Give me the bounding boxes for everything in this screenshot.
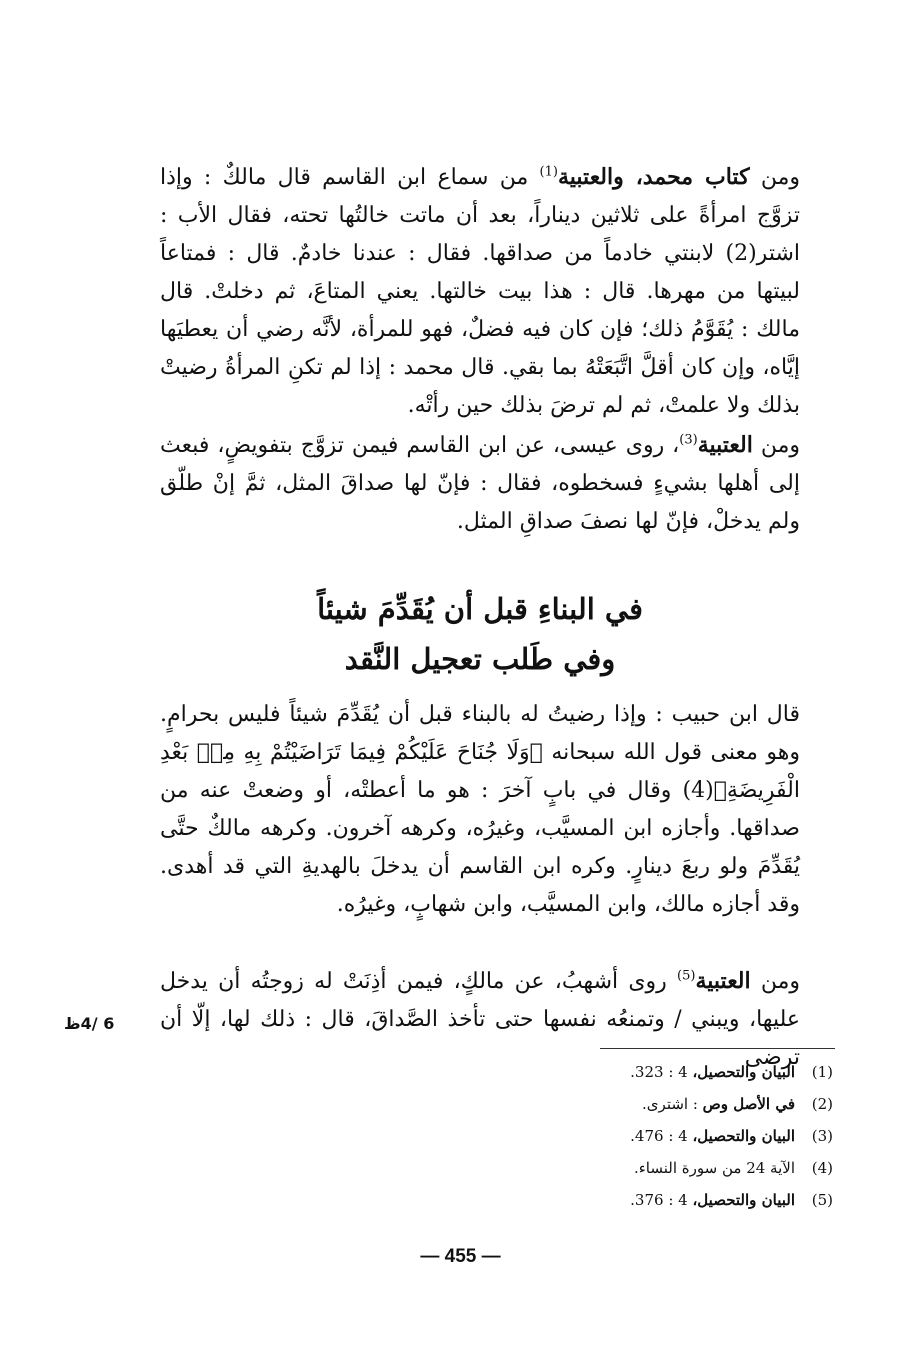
footnote-text: : اشترى. (642, 1095, 703, 1113)
paragraph-prefix: ومن (752, 433, 800, 458)
footnote-source: البيان والتحصيل، (692, 1127, 795, 1145)
footnote (333, 1184, 833, 1216)
page-number: — 455 — (420, 1246, 501, 1267)
footnote-source: في الأصل وص (702, 1095, 795, 1113)
section-heading-line-2: وفي طَلب تعجيل النَّقد (344, 642, 616, 676)
footnotes-list (333, 1056, 833, 1216)
footnote (333, 1120, 833, 1152)
paragraph-1 (160, 158, 800, 425)
footnote-separator (600, 1048, 835, 1049)
source-title: كتاب محمد، والعتبية (557, 164, 750, 190)
footnote-number: (2) (811, 1095, 833, 1113)
footnote-number: (1) (811, 1063, 833, 1081)
footnote-number: (5) (811, 1191, 833, 1209)
footnote-source: البيان والتحصيل، (692, 1191, 795, 1209)
footnote-text: 4 : 476. (630, 1127, 693, 1145)
footnote-ref: (5) (677, 968, 696, 984)
footnote-ref: (3) (679, 432, 698, 448)
footnote-text: الآية 24 من سورة النساء. (633, 1159, 795, 1177)
paragraph-3 (160, 696, 800, 924)
paragraph-text: روى أشهبُ، عن مالكٍ، فيمن أذِنَتْ له زوجتُه أن يدخل عليها، ويبني / وتمنعُه نفسها حتى تأخذ الصَّداقَ، قال : ذلك لها، إلّا أن ترضى (160, 969, 800, 1070)
footnote (333, 1088, 833, 1120)
footnote-text: 4 : 323. (630, 1063, 693, 1081)
paragraph-text: قال ابن حبيب : وإذا رضيتُ له بالبناء قبل أن يُقَدِّمَ شيئاً فليس بحرامٍ. وهو معنى قول الله سبحانه ﴿وَلَا جُنَاحَ عَلَيْكُمْ فِيمَا تَرَاضَيْتُمْ بِهِ مِنۢ بَعْدِ الْفَرِيضَةِ﴾(4) وقال في بابٍ آخرَ : هو ما أعطتْه، أو وضعتْ عنه من صداقها. وأجازه ابن المسيَّب، وغيرُه، وكرهه آخرون. وكرهه مالكٌ حتَّى يُقَدِّمَ ولو ربعَ دينارٍ. وكره ابن القاسم أن يدخلَ بالهديةِ التي قد أهدى. وقد أجازه مالك، وابن المسيَّب، وابن شهابٍ، وغيرُه. (160, 702, 800, 917)
footnote-number: (4) (811, 1159, 833, 1177)
footnote (333, 1056, 833, 1088)
paragraph-prefix: ومن (750, 969, 801, 994)
paragraph-text: من سماع ابن القاسم قال مالكٌ : وإذا تزوَّج امرأةً على ثلاثين ديناراً، بعد أن ماتت خالتُها تحته، فقال الأب : اشتر(2) لابنتي خادماً من صداقها. فقال : عندنا خادمٌ. قال : فمتاعاً لبيتها من مهرها. قال : هذا بيت خالتها. يعني المتاعَ، ثم دخلتْ. قال مالك : يُقَوَّمُ ذلك؛ فإن كان فيه فضلٌ، فهو للمرأة، لأنَّه رضي أن يعطيَها إيَّاه، وإن كان أقلَّ اتَّبَعَتْهُ بما بقي. قال محمد : إذا لم تكنِ المرأةُ رضيتْ بذلك ولا علمتْ، ثم لم ترضَ بذلك حين رأتْه. (160, 165, 800, 418)
source-title: العتبية (697, 432, 753, 458)
manuscript-folio-note: 6 /4ظ (64, 1014, 115, 1033)
source-title: العتبية (695, 968, 751, 994)
footnote-source: البيان والتحصيل، (692, 1063, 795, 1081)
footnote-number: (3) (811, 1127, 833, 1145)
footnote-ref: (1) (539, 164, 558, 180)
footnote-text: 4 : 376. (630, 1191, 693, 1209)
section-heading-line-1: في البناءِ قبل أن يُقَدِّمَ شيئاً (317, 592, 643, 626)
footnote (333, 1152, 833, 1184)
paragraph-prefix: ومن (749, 165, 800, 190)
paragraph-2 (160, 426, 800, 541)
paragraph-text: ، روى عيسى، عن ابن القاسم فيمن تزوَّج بتفويضٍ، فبعث إلى أهلها بشيءٍ فسخطوه، فقال : فإنّ لها صداقَ المثل، ثمَّ إنْ طلّق ولم يدخلْ، فإنّ لها نصفَ صداقِ المثل. (160, 433, 800, 534)
